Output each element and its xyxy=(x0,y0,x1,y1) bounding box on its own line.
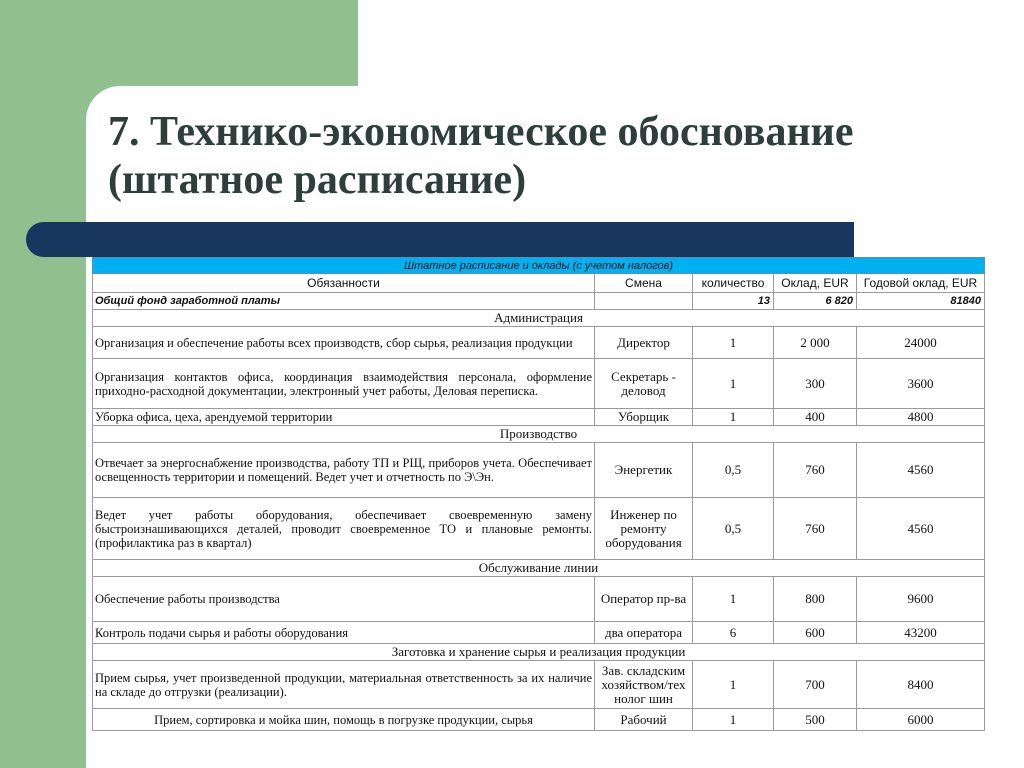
total-shift xyxy=(595,293,693,310)
total-annual: 81840 xyxy=(857,293,985,310)
cell-duties: Ведет учет работы оборудования, обеспечивает своевременную замену быстроизнашивающихся деталей, проводит своевременное ТО и плановые ремонты. (профилактика раз в квартал) xyxy=(93,498,595,560)
cell-count: 0,5 xyxy=(693,498,774,560)
table-row xyxy=(93,498,985,560)
total-count: 13 xyxy=(693,293,774,310)
table-row xyxy=(93,709,985,731)
section-header-row xyxy=(93,310,985,327)
cell-count: 1 xyxy=(693,359,774,409)
table-row xyxy=(93,622,985,644)
table-row xyxy=(93,443,985,498)
section-header-row xyxy=(93,644,985,661)
cell-annual: 8400 xyxy=(857,661,985,709)
cell-shift: Инженер по ремонту оборудования xyxy=(595,498,693,560)
cell-salary: 300 xyxy=(774,359,857,409)
cell-count: 1 xyxy=(693,409,774,426)
cell-shift: Энергетик xyxy=(595,443,693,498)
cell-count: 1 xyxy=(693,709,774,731)
cell-salary: 400 xyxy=(774,409,857,426)
cell-duties: Прием, сортировка и мойка шин, помощь в погрузке продукции, сырья xyxy=(93,709,595,731)
table-row xyxy=(93,359,985,409)
header-duties: Обязанности xyxy=(93,274,595,293)
total-label: Общий фонд заработной платы xyxy=(93,293,595,310)
table-header-row xyxy=(93,274,985,293)
cell-annual: 6000 xyxy=(857,709,985,731)
section-title: Производство xyxy=(93,426,985,443)
table-row xyxy=(93,409,985,426)
cell-count: 1 xyxy=(693,661,774,709)
cell-annual: 24000 xyxy=(857,327,985,359)
cell-annual: 4560 xyxy=(857,443,985,498)
slide-title-line-2: (штатное расписание) xyxy=(108,157,527,203)
cell-shift: Секретарь - деловод xyxy=(595,359,693,409)
slide-title-line-1: 7. Технико-экономическое обоснование xyxy=(108,109,854,155)
decor-navy-bar xyxy=(26,222,854,257)
cell-duties: Уборка офиса, цеха, арендуемой территории xyxy=(93,409,595,426)
cell-annual: 4560 xyxy=(857,498,985,560)
cell-salary: 600 xyxy=(774,622,857,644)
total-row xyxy=(93,293,985,310)
table-caption: Штатное расписание и оклады (с учетом налогов) xyxy=(93,258,985,274)
cell-count: 6 xyxy=(693,622,774,644)
header-annual: Годовой оклад, EUR xyxy=(857,274,985,293)
cell-salary: 760 xyxy=(774,443,857,498)
cell-duties: Организация и обеспечение работы всех производств, сбор сырья, реализация продукции xyxy=(93,327,595,359)
cell-salary: 2 000 xyxy=(774,327,857,359)
cell-duties: Прием сырья, учет произведенной продукции, материальная ответственность за их наличие на складе до отгрузки (реализации). xyxy=(93,661,595,709)
staff-schedule-table xyxy=(92,257,985,731)
total-salary: 6 820 xyxy=(774,293,857,310)
cell-annual: 43200 xyxy=(857,622,985,644)
cell-shift: Директор xyxy=(595,327,693,359)
section-title: Заготовка и хранение сырья и реализация продукции xyxy=(93,644,985,661)
cell-duties: Контроль подачи сырья и работы оборудования xyxy=(93,622,595,644)
section-title: Обслуживание линии xyxy=(93,560,985,577)
section-header-row xyxy=(93,560,985,577)
cell-count: 0,5 xyxy=(693,443,774,498)
cell-duties: Обеспечение работы производства xyxy=(93,577,595,622)
cell-count: 1 xyxy=(693,577,774,622)
cell-shift: Уборщик xyxy=(595,409,693,426)
cell-shift: Зав. складским хозяйством/тех нолог шин xyxy=(595,661,693,709)
cell-annual: 3600 xyxy=(857,359,985,409)
cell-duties: Организация контактов офиса, координация взаимодействия персонала, оформление приходно-расходной документации, электронный учет работы, Деловая переписка. xyxy=(93,359,595,409)
table-caption-row xyxy=(93,258,985,274)
section-title: Администрация xyxy=(93,310,985,327)
cell-salary: 760 xyxy=(774,498,857,560)
table-row xyxy=(93,327,985,359)
header-shift: Смена xyxy=(595,274,693,293)
decor-green-strip xyxy=(0,0,86,768)
slide-title xyxy=(108,108,988,204)
cell-count: 1 xyxy=(693,327,774,359)
table-row xyxy=(93,661,985,709)
header-count: количество xyxy=(693,274,774,293)
table-row xyxy=(93,577,985,622)
section-header-row xyxy=(93,426,985,443)
cell-shift: Рабочий xyxy=(595,709,693,731)
cell-annual: 9600 xyxy=(857,577,985,622)
cell-shift: два оператора xyxy=(595,622,693,644)
cell-shift: Оператор пр-ва xyxy=(595,577,693,622)
cell-duties: Отвечает за энергоснабжение производства, работу ТП и РЩ, приборов учета. Обеспечивает освещенность территории и помещений. Ведет учет и отчетность по Э\Эн. xyxy=(93,443,595,498)
cell-annual: 4800 xyxy=(857,409,985,426)
cell-salary: 800 xyxy=(774,577,857,622)
cell-salary: 700 xyxy=(774,661,857,709)
cell-salary: 500 xyxy=(774,709,857,731)
header-salary: Оклад, EUR xyxy=(774,274,857,293)
